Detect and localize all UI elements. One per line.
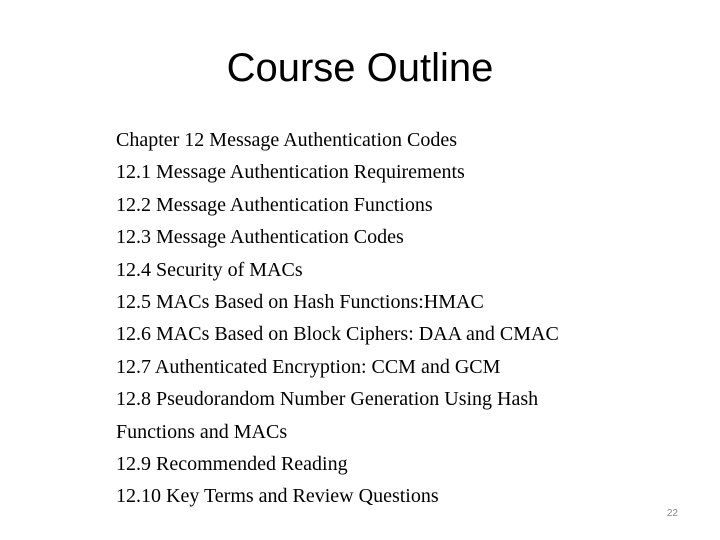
outline-list: [116, 124, 656, 513]
outline-item-12-4: 12.4 Security of MACs: [116, 258, 303, 281]
outline-item-chapter: Chapter 12 Message Authentication Codes: [116, 129, 458, 151]
outline-item-12-1: 12.1 Message Authentication Requirements: [116, 161, 465, 184]
outline-item-12-9: 12.9 Recommended Reading: [116, 453, 348, 476]
outline-item-12-7: 12.7 Authenticated Encryption: CCM and GCM: [116, 355, 501, 378]
page-number: 22: [666, 508, 678, 519]
outline-item-12-8: 12.8 Pseudorandom Number Generation Using Hash Functions and MACs: [116, 388, 539, 443]
outline-item-12-10: 12.10 Key Terms and Review Questions: [116, 485, 439, 508]
outline-item-12-2: 12.2 Message Authentication Functions: [116, 193, 433, 216]
outline-item-12-6: 12.6 MACs Based on Block Ciphers: DAA and CMAC: [116, 323, 559, 346]
outline-item-12-3: 12.3 Message Authentication Codes: [116, 226, 404, 249]
outline-item-12-5: 12.5 MACs Based on Hash Functions:HMAC: [116, 291, 484, 314]
slide-title: Course Outline: [226, 46, 494, 90]
